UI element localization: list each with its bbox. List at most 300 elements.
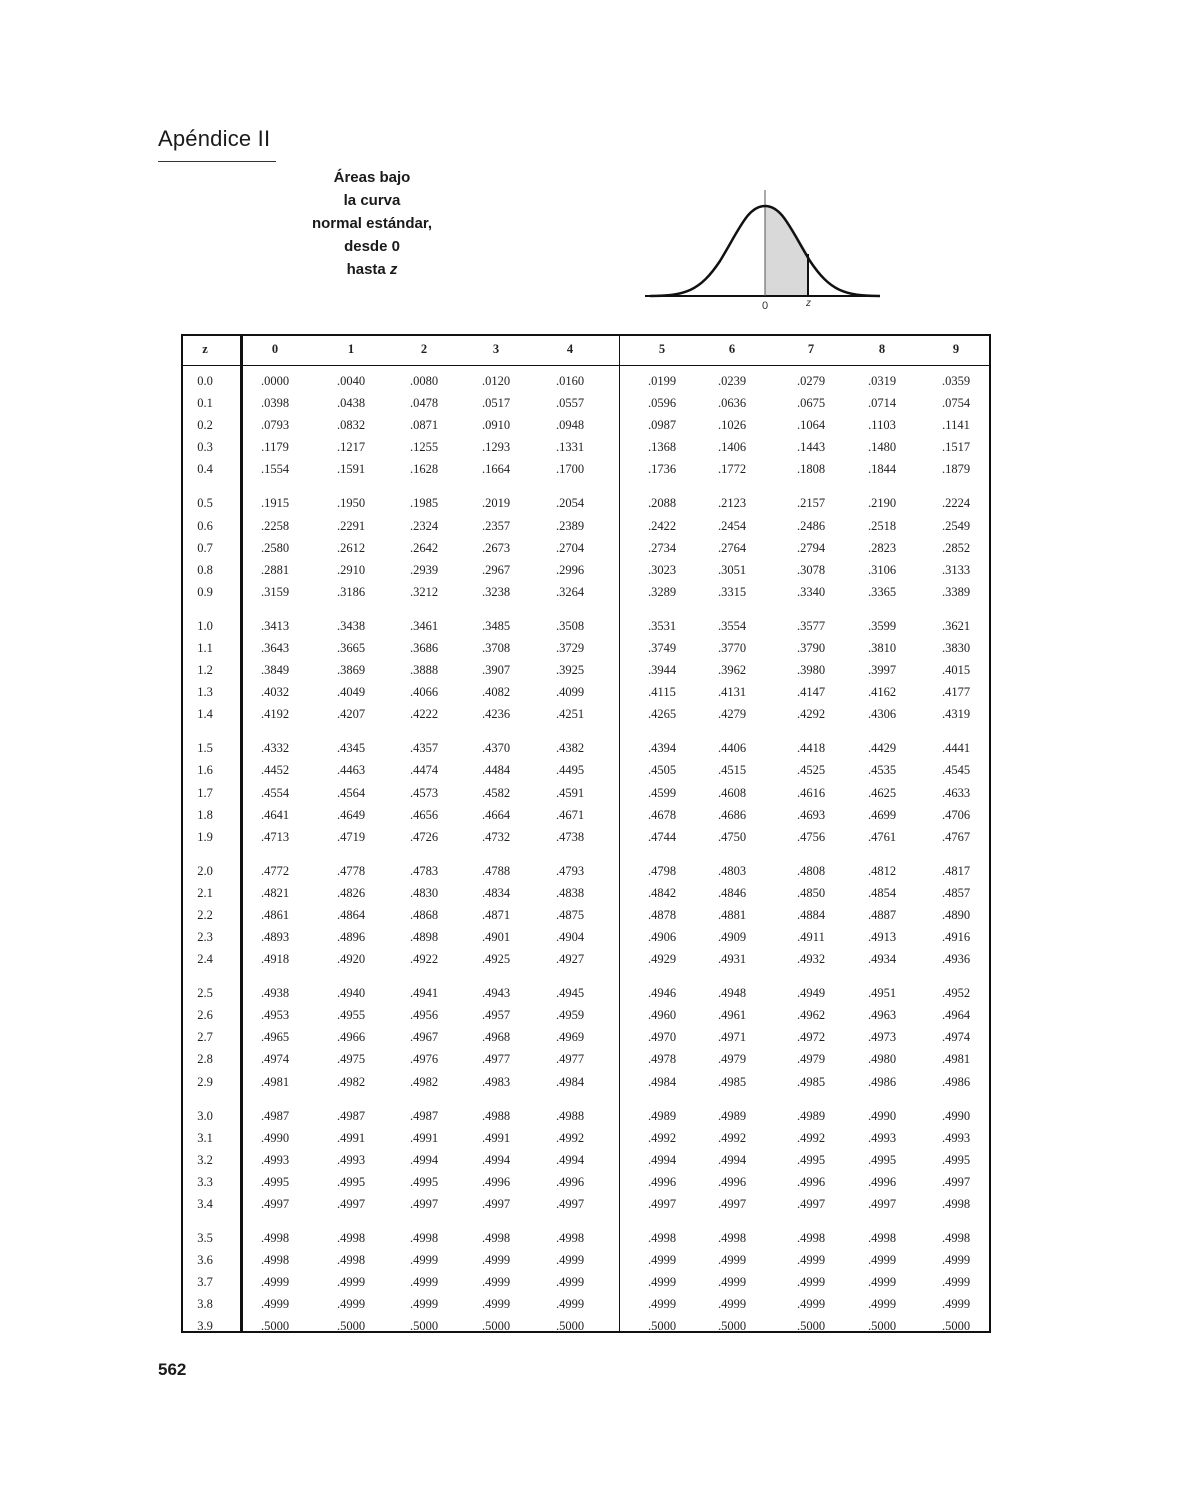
- area-value: .3729: [555, 640, 585, 655]
- area-value: .4993: [941, 1130, 971, 1145]
- z-column-rule: [240, 336, 243, 1331]
- area-value: .4909: [717, 929, 747, 944]
- area-value: .0160: [555, 374, 585, 388]
- area-value: .4817: [941, 863, 971, 878]
- area-value: .0596: [647, 396, 677, 410]
- area-value: .0948: [555, 418, 585, 433]
- area-value: .4974: [941, 1030, 971, 1045]
- area-value: .4943: [481, 986, 511, 1001]
- area-value: .1915: [260, 496, 290, 511]
- area-value: .4738: [555, 829, 585, 844]
- area-value: .4115: [648, 685, 676, 699]
- area-value: .4999: [796, 1253, 826, 1268]
- area-value: .4916: [941, 929, 971, 944]
- area-value: .4599: [647, 785, 677, 800]
- z-value: 0.3: [197, 440, 213, 455]
- z-value: 3.9: [197, 1319, 213, 1334]
- area-value: .4996: [555, 1174, 585, 1189]
- area-value: .4898: [409, 929, 439, 944]
- area-value: .0517: [481, 396, 511, 410]
- header-col-6: 6: [728, 342, 736, 356]
- area-value: .4998: [647, 1231, 677, 1246]
- area-value: .4382: [555, 741, 585, 756]
- z-value: 1.2: [197, 663, 213, 677]
- area-value: .4394: [647, 741, 677, 756]
- area-value: .4591: [555, 785, 585, 800]
- area-value: .1480: [867, 440, 897, 455]
- area-value: .0793: [260, 418, 290, 433]
- area-value: .1985: [409, 496, 439, 511]
- area-value: .4999: [481, 1275, 511, 1290]
- area-value: .4988: [481, 1108, 511, 1123]
- area-value: .4998: [555, 1231, 585, 1246]
- area-value: .4998: [481, 1231, 511, 1246]
- area-value: .1103: [868, 418, 896, 433]
- area-value: .4974: [260, 1052, 290, 1067]
- z-value: 3.0: [197, 1108, 213, 1123]
- area-value: .4778: [336, 863, 366, 878]
- area-value: .3997: [867, 663, 897, 677]
- area-value: .4999: [941, 1275, 971, 1290]
- caption-line: desde 0: [344, 238, 400, 255]
- area-value: .3599: [867, 618, 897, 633]
- area-value: .4987: [260, 1108, 290, 1123]
- area-value: .2764: [717, 540, 747, 555]
- area-value: .0754: [941, 396, 971, 410]
- area-value: .4418: [796, 741, 826, 756]
- area-value: .1700: [555, 462, 585, 477]
- area-value: .4993: [260, 1152, 290, 1167]
- area-value: .4783: [409, 863, 439, 878]
- area-value: .4938: [260, 986, 290, 1001]
- area-value: .3770: [717, 640, 747, 655]
- area-value: .3790: [796, 640, 826, 655]
- area-value: .3907: [481, 663, 511, 677]
- area-value: .4699: [867, 807, 897, 822]
- area-value: .4993: [336, 1152, 366, 1167]
- area-value: .4998: [260, 1253, 290, 1268]
- area-value: .4999: [409, 1253, 439, 1268]
- area-value: .3023: [647, 562, 677, 577]
- z-value: 1.4: [197, 707, 213, 722]
- area-value: .3485: [481, 618, 511, 633]
- area-value: .5000: [941, 1319, 971, 1334]
- area-value: .0636: [717, 396, 747, 410]
- area-value: .4999: [555, 1275, 585, 1290]
- z-value: 3.1: [197, 1130, 213, 1145]
- area-value: .3413: [260, 618, 290, 633]
- area-value: .4934: [867, 952, 897, 966]
- area-value: .4830: [409, 885, 439, 900]
- z-table: [181, 334, 991, 1333]
- area-value: .4901: [481, 929, 511, 944]
- area-value: .4968: [481, 1030, 511, 1045]
- area-value: .4982: [409, 1074, 439, 1089]
- area-value: .3621: [941, 618, 971, 633]
- area-value: .1950: [336, 496, 366, 511]
- area-value: .1517: [941, 440, 971, 455]
- area-value: .2852: [941, 540, 971, 555]
- area-value: .4997: [409, 1196, 439, 1211]
- area-value: .4997: [796, 1196, 826, 1211]
- area-value: .2794: [796, 540, 826, 555]
- area-value: .4995: [796, 1152, 826, 1167]
- area-value: .4554: [260, 785, 290, 800]
- area-value: .4582: [481, 785, 511, 800]
- z-value: 1.8: [197, 807, 213, 822]
- area-value: .2580: [260, 540, 290, 555]
- area-value: .4641: [260, 807, 290, 822]
- area-value: .4406: [717, 741, 747, 756]
- area-value: .4973: [867, 1030, 897, 1045]
- area-value: .4997: [481, 1196, 511, 1211]
- z-value: 1.9: [197, 829, 213, 844]
- area-value: .4990: [260, 1130, 290, 1145]
- area-value: .3461: [409, 618, 439, 633]
- area-value: .4887: [867, 907, 897, 922]
- area-value: .1255: [409, 440, 439, 455]
- area-value: .0557: [555, 396, 585, 410]
- area-value: .4015: [941, 663, 971, 677]
- area-value: .4999: [717, 1297, 747, 1312]
- area-value: .4998: [941, 1196, 971, 1211]
- area-value: .4251: [555, 707, 585, 722]
- area-value: .3508: [555, 618, 585, 633]
- area-value: .4992: [647, 1130, 677, 1145]
- z-value: 2.1: [197, 885, 213, 900]
- area-value: .4997: [717, 1196, 747, 1211]
- area-value: .0279: [796, 374, 826, 388]
- z-value: 3.2: [197, 1152, 213, 1167]
- area-value: .3159: [260, 584, 290, 599]
- area-value: .4222: [409, 707, 439, 722]
- area-value: .4803: [717, 863, 747, 878]
- area-value: .2881: [260, 562, 290, 577]
- area-value: .3888: [409, 663, 439, 677]
- caption-prefix: hasta: [346, 261, 390, 278]
- area-value: .3186: [336, 584, 366, 599]
- curve-label-zero: 0: [762, 300, 769, 312]
- area-value: .1664: [481, 462, 511, 477]
- area-value: .4693: [796, 807, 826, 822]
- area-value: .4999: [260, 1297, 290, 1312]
- area-value: .4429: [867, 741, 897, 756]
- area-value: .4726: [409, 829, 439, 844]
- area-value: .4878: [647, 907, 677, 922]
- area-value: .4890: [941, 907, 971, 922]
- area-value: .2549: [941, 518, 971, 533]
- area-value: .2486: [796, 518, 826, 533]
- area-value: .4977: [481, 1052, 511, 1067]
- area-value: .4678: [647, 807, 677, 822]
- area-value: .4875: [555, 907, 585, 922]
- area-value: .4834: [481, 885, 511, 900]
- area-value: .2642: [409, 540, 439, 555]
- area-value: .4999: [796, 1297, 826, 1312]
- area-value: .4995: [867, 1152, 897, 1167]
- area-value: .4999: [555, 1253, 585, 1268]
- area-value: .1591: [336, 462, 366, 477]
- area-value: .4978: [647, 1052, 677, 1067]
- area-value: .3212: [409, 584, 439, 599]
- area-value: .5000: [647, 1319, 677, 1334]
- z-value: 0.0: [197, 374, 213, 388]
- page-number: 562: [158, 1360, 187, 1379]
- z-value: 1.1: [197, 640, 213, 655]
- area-value: .2389: [555, 518, 585, 533]
- area-value: .4515: [717, 763, 747, 778]
- area-value: .3438: [336, 618, 366, 633]
- area-value: .2291: [336, 518, 366, 533]
- area-value: .4608: [717, 785, 747, 800]
- area-value: .4756: [796, 829, 826, 844]
- area-value: .0398: [260, 396, 290, 410]
- area-value: .4999: [867, 1253, 897, 1268]
- area-value: .4941: [409, 986, 439, 1001]
- area-value: .4564: [336, 785, 366, 800]
- area-value: .4808: [796, 863, 826, 878]
- area-value: .4896: [336, 929, 366, 944]
- area-value: .4971: [717, 1030, 747, 1045]
- area-value: .4265: [647, 707, 677, 722]
- area-value: .4951: [867, 986, 897, 1001]
- area-value: .4959: [555, 1008, 585, 1023]
- area-value: .2454: [717, 518, 747, 533]
- area-value: .3686: [409, 640, 439, 655]
- area-value: .4953: [260, 1008, 290, 1023]
- area-value: .4332: [260, 741, 290, 756]
- area-value: .4999: [647, 1275, 677, 1290]
- area-value: .1331: [555, 440, 585, 455]
- area-value: .3665: [336, 640, 366, 655]
- area-value: .4236: [481, 707, 511, 722]
- area-value: .1844: [867, 462, 897, 477]
- area-value: .1808: [796, 462, 826, 477]
- area-value: .4686: [717, 807, 747, 822]
- area-value: .4906: [647, 929, 677, 944]
- area-value: .4998: [941, 1231, 971, 1246]
- area-value: .4962: [796, 1008, 826, 1023]
- z-value: 0.8: [197, 562, 213, 577]
- area-value: .4929: [647, 952, 677, 966]
- area-value: .0910: [481, 418, 511, 433]
- area-value: .4995: [941, 1152, 971, 1167]
- area-value: .3708: [481, 640, 511, 655]
- area-value: .4960: [647, 1008, 677, 1023]
- area-value: .2967: [481, 562, 511, 577]
- area-value: .4192: [260, 707, 290, 722]
- area-value: .4999: [481, 1297, 511, 1312]
- caption-line: Áreas bajo: [333, 169, 411, 186]
- normal-curve-figure: [640, 186, 890, 316]
- area-value: .0319: [867, 374, 897, 388]
- area-value: .4985: [796, 1074, 826, 1089]
- area-value: .0871: [409, 418, 439, 433]
- area-value: .2518: [867, 518, 897, 533]
- area-value: .3830: [941, 640, 971, 655]
- area-value: .4671: [555, 807, 585, 822]
- area-value: .2910: [336, 562, 366, 577]
- area-value: .4940: [336, 986, 366, 1001]
- area-value: .4319: [941, 707, 971, 722]
- area-value: .4761: [867, 829, 897, 844]
- area-value: .4656: [409, 807, 439, 822]
- area-value: .4932: [796, 952, 826, 966]
- area-value: .1217: [336, 440, 366, 455]
- z-value: 2.5: [197, 986, 213, 1001]
- area-value: .4964: [941, 1008, 971, 1023]
- area-value: .4991: [336, 1130, 366, 1145]
- z-value: 3.4: [197, 1196, 213, 1211]
- z-value: 2.9: [197, 1074, 213, 1089]
- area-value: .3810: [867, 640, 897, 655]
- area-value: .4997: [941, 1174, 971, 1189]
- area-value: .5000: [260, 1319, 290, 1334]
- area-value: .5000: [867, 1319, 897, 1334]
- z-value: 0.1: [197, 396, 213, 410]
- area-value: .4306: [867, 707, 897, 722]
- area-value: .5000: [555, 1319, 585, 1334]
- area-value: .1064: [796, 418, 826, 433]
- area-value: .4977: [555, 1052, 585, 1067]
- area-value: .3849: [260, 663, 290, 677]
- area-value: .3238: [481, 584, 511, 599]
- area-value: .4998: [409, 1231, 439, 1246]
- area-value: .3289: [647, 584, 677, 599]
- area-value: .4966: [336, 1030, 366, 1045]
- area-value: .1293: [481, 440, 511, 455]
- area-value: .4788: [481, 863, 511, 878]
- area-value: .3643: [260, 640, 290, 655]
- area-value: .4936: [941, 952, 971, 966]
- area-value: .4956: [409, 1008, 439, 1023]
- area-value: .3133: [941, 562, 971, 577]
- area-value: .4292: [796, 707, 826, 722]
- area-value: .4345: [336, 741, 366, 756]
- area-value: .1026: [717, 418, 747, 433]
- area-value: .0239: [717, 374, 747, 388]
- area-value: .0000: [260, 374, 290, 388]
- z-value: 0.5: [197, 496, 213, 511]
- area-value: .4999: [941, 1253, 971, 1268]
- area-value: .4982: [336, 1074, 366, 1089]
- area-value: .4979: [717, 1052, 747, 1067]
- area-value: .3531: [647, 618, 677, 633]
- area-value: .4495: [555, 763, 585, 778]
- area-value: .4162: [867, 685, 897, 699]
- area-value: .4993: [867, 1130, 897, 1145]
- area-value: .2823: [867, 540, 897, 555]
- area-value: .4955: [336, 1008, 366, 1023]
- area-value: .3365: [867, 584, 897, 599]
- header-col-3: 3: [492, 342, 500, 356]
- area-value: .2088: [647, 496, 677, 511]
- z-value: 0.7: [197, 540, 213, 555]
- area-value: .4925: [481, 952, 511, 966]
- area-value: .4945: [555, 986, 585, 1001]
- area-value: .4767: [941, 829, 971, 844]
- area-value: .4147: [796, 685, 826, 699]
- caption-variable: z: [389, 261, 398, 278]
- area-value: .4032: [260, 685, 290, 699]
- area-value: .5000: [481, 1319, 511, 1334]
- area-value: .4441: [941, 741, 971, 756]
- area-value: .4994: [555, 1152, 585, 1167]
- area-value: .3980: [796, 663, 826, 677]
- area-value: .4967: [409, 1030, 439, 1045]
- area-value: .2324: [409, 518, 439, 533]
- area-value: .4370: [481, 741, 511, 756]
- area-value: .4996: [717, 1174, 747, 1189]
- area-value: .0199: [647, 374, 677, 388]
- area-value: .4633: [941, 785, 971, 800]
- area-value: .3389: [941, 584, 971, 599]
- title-underline: [158, 161, 276, 162]
- area-value: .4992: [796, 1130, 826, 1145]
- area-value: .4969: [555, 1030, 585, 1045]
- area-value: .2019: [481, 496, 511, 511]
- area-value: .4952: [941, 986, 971, 1001]
- area-value: .4987: [336, 1108, 366, 1123]
- area-value: .3749: [647, 640, 677, 655]
- area-value: .4131: [717, 685, 747, 699]
- area-value: .2123: [717, 496, 747, 511]
- area-value: .4854: [867, 885, 897, 900]
- area-value: .4995: [336, 1174, 366, 1189]
- area-value: .4463: [336, 763, 366, 778]
- area-value: .4999: [481, 1253, 511, 1268]
- area-value: .1141: [942, 418, 970, 433]
- area-value: .4989: [647, 1108, 677, 1123]
- area-value: .3944: [647, 663, 677, 677]
- area-value: .4990: [867, 1108, 897, 1123]
- area-value: .4744: [647, 829, 677, 844]
- area-value: .2704: [555, 540, 585, 555]
- area-value: .4999: [647, 1297, 677, 1312]
- area-value: .0359: [941, 374, 971, 388]
- table-caption: [282, 166, 462, 281]
- area-value: .4999: [647, 1253, 677, 1268]
- area-value: .4948: [717, 986, 747, 1001]
- area-value: .4999: [555, 1297, 585, 1312]
- header-col-8: 8: [878, 342, 886, 356]
- caption-line-last: [282, 258, 462, 281]
- area-value: .3315: [717, 584, 747, 599]
- middle-column-rule: [619, 336, 620, 1331]
- area-value: .4999: [409, 1297, 439, 1312]
- area-value: .2357: [481, 518, 511, 533]
- area-value: .4994: [647, 1152, 677, 1167]
- header-col-5: 5: [658, 342, 666, 356]
- area-value: .1879: [941, 462, 971, 477]
- area-value: .4535: [867, 763, 897, 778]
- area-value: .4995: [409, 1174, 439, 1189]
- z-value: 3.5: [197, 1231, 213, 1246]
- area-value: .4857: [941, 885, 971, 900]
- area-value: .4989: [717, 1108, 747, 1123]
- area-value: .4999: [796, 1275, 826, 1290]
- area-value: .1628: [409, 462, 439, 477]
- area-value: .4505: [647, 763, 677, 778]
- area-value: .5000: [336, 1319, 366, 1334]
- area-value: .4986: [867, 1074, 897, 1089]
- header-z: z: [202, 342, 208, 356]
- area-value: .2190: [867, 496, 897, 511]
- area-value: .4279: [717, 707, 747, 722]
- area-value: .3340: [796, 584, 826, 599]
- z-value: 0.9: [197, 584, 213, 599]
- z-value: 2.4: [197, 952, 213, 966]
